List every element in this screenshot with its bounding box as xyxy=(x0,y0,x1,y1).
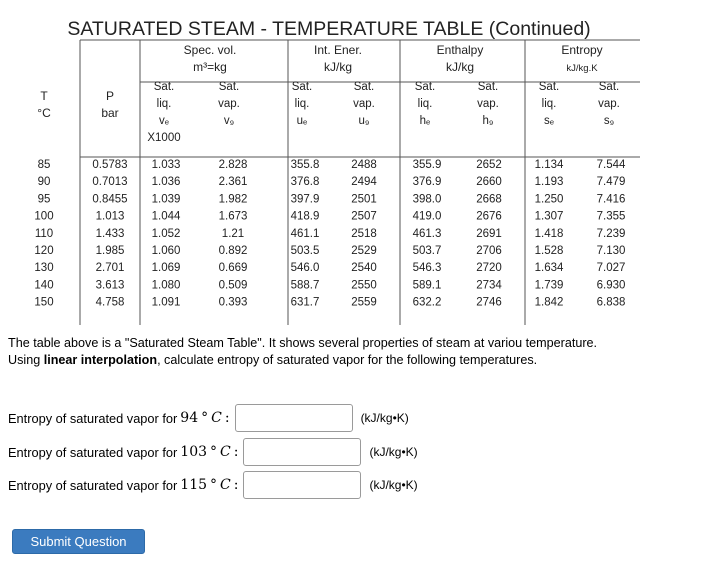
table-cell: 1.739 xyxy=(534,279,564,292)
table-cell: 2.828 xyxy=(218,159,248,171)
sub-header-5-line-1: Sat. xyxy=(414,81,436,93)
table-row xyxy=(38,176,626,188)
table-cell: 7.479 xyxy=(596,176,626,189)
table-row xyxy=(35,228,626,240)
degree-symbol: ° xyxy=(201,410,209,426)
table-cell: 588.7 xyxy=(290,279,320,292)
table-cell: 2.361 xyxy=(218,176,248,189)
question-label: Entropy of saturated vapor for xyxy=(8,444,178,460)
table-cell: 100 xyxy=(34,210,54,223)
table-cell: 0.8455 xyxy=(92,193,128,206)
table-cell: 0.509 xyxy=(218,279,248,292)
table-cell: 1.634 xyxy=(534,262,564,275)
table-cell: 1.044 xyxy=(151,210,181,223)
table-title: SATURATED STEAM - TEMPERATURE TABLE (Continued) xyxy=(67,18,591,40)
temperature-value: 94 xyxy=(180,410,199,426)
sub-header-2-line-1: Sat. xyxy=(218,81,240,93)
table-cell: 0.5783 xyxy=(92,159,128,171)
instructions xyxy=(8,335,720,369)
table-cell: 0.892 xyxy=(218,245,248,257)
sub-header-6-line-1: Sat. xyxy=(477,81,499,93)
table-cell: 1.528 xyxy=(534,245,564,257)
table-cell: 461.1 xyxy=(290,227,320,240)
table-cell: 1.307 xyxy=(534,210,564,223)
celsius-var: C xyxy=(220,444,231,460)
table-cell: 7.027 xyxy=(596,262,626,275)
table-cell: 7.544 xyxy=(596,159,626,171)
sub-header-1-line-2: liq. xyxy=(156,98,172,110)
unit-label: (kJ/kg•K) xyxy=(360,411,409,425)
question-row-103 xyxy=(8,437,418,467)
sub-header-6-line-3: h₉ xyxy=(482,115,494,127)
table-cell: 85 xyxy=(37,159,51,171)
table-cell: 0.393 xyxy=(218,296,248,309)
entropy-94-input[interactable] xyxy=(235,404,353,432)
table-cell: 632.2 xyxy=(412,296,442,309)
table-cell: 1.080 xyxy=(151,279,181,292)
group-unit-enthalpy: kJ/kg xyxy=(445,60,475,74)
table-cell: 1.250 xyxy=(534,193,564,206)
table-cell: 461.3 xyxy=(412,227,442,240)
table-cell: 589.1 xyxy=(412,279,442,292)
temperature-value: 115 xyxy=(180,477,208,493)
table-cell: 2652 xyxy=(476,159,502,171)
question-row-94 xyxy=(8,403,409,433)
table-cell: 376.9 xyxy=(412,176,442,189)
table-cell: 1.013 xyxy=(95,210,125,223)
unit-label: (kJ/kg•K) xyxy=(369,478,418,492)
table-cell: 2501 xyxy=(351,193,377,206)
question-label: Entropy of saturated vapor for xyxy=(8,410,178,426)
sub-header-5-line-2: liq. xyxy=(417,98,433,110)
degree-symbol: ° xyxy=(210,444,218,460)
table-cell: 2660 xyxy=(476,176,502,189)
group-unit-spec-vol: m³=kg xyxy=(193,60,227,74)
table-cell: 503.5 xyxy=(290,245,320,257)
table-cell: 1.060 xyxy=(151,245,181,257)
sub-header-8-line-3: s₉ xyxy=(603,115,615,127)
table-row xyxy=(34,279,625,291)
table-cell: 140 xyxy=(34,279,54,292)
question-label: Entropy of saturated vapor for xyxy=(8,477,178,493)
table-cell: 90 xyxy=(37,176,51,189)
table-cell: 110 xyxy=(34,227,54,240)
sub-header-6-line-2: vap. xyxy=(477,98,499,110)
instructions-line-2 xyxy=(8,352,720,369)
colon: : xyxy=(224,410,230,426)
instructions-suffix: , calculate entropy of saturated vapor for the following temperatures. xyxy=(157,353,538,367)
table-row xyxy=(34,211,625,223)
table-cell: 418.9 xyxy=(290,210,320,223)
table-cell: 2529 xyxy=(351,245,377,257)
table-cell: 2550 xyxy=(351,279,377,292)
sub-header-3-line-2: liq. xyxy=(294,98,310,110)
table-cell: 2746 xyxy=(476,296,502,309)
celsius-var: C xyxy=(211,410,222,426)
sub-header-1-line-3: vₑ xyxy=(158,115,170,127)
table-body xyxy=(34,159,626,309)
table-cell: 2734 xyxy=(476,279,502,292)
sub-header-3-line-3: uₑ xyxy=(296,115,308,127)
celsius-var: C xyxy=(220,477,231,493)
table-cell: 398.0 xyxy=(412,193,442,206)
table-cell: 546.3 xyxy=(412,262,442,275)
sub-header-4-line-2: vap. xyxy=(353,98,375,110)
instructions-line-1: The table above is a "Saturated Steam Table". It shows several properties of steam at variou temperature. xyxy=(8,336,598,350)
table-cell: 0.7013 xyxy=(92,176,128,189)
table-cell: 1.052 xyxy=(151,227,181,240)
table-cell: 1.21 xyxy=(221,227,245,240)
table-cell: 1.982 xyxy=(218,193,248,206)
table-cell: 1.039 xyxy=(151,193,181,206)
group-header-spec-vol: Spec. vol. xyxy=(183,43,237,57)
t-header: T xyxy=(40,89,48,103)
entropy-103-input[interactable] xyxy=(243,438,361,466)
p-header: P xyxy=(105,89,115,103)
table-cell: 2518 xyxy=(351,227,377,240)
sub-header-8-line-1: Sat. xyxy=(598,81,620,93)
sub-header-8-line-2: vap. xyxy=(598,98,620,110)
table-cell: 2540 xyxy=(351,262,377,275)
table-cell: 503.7 xyxy=(412,245,442,257)
sub-header-4-line-1: Sat. xyxy=(353,81,375,93)
table-cell: 1.193 xyxy=(534,176,564,189)
table-cell: 7.239 xyxy=(596,227,626,240)
group-header-entropy: Entropy xyxy=(561,43,603,57)
table-cell: 150 xyxy=(34,296,54,309)
table-cell: 7.416 xyxy=(596,193,626,206)
table-cell: 2.701 xyxy=(95,262,125,275)
instructions-prefix: Using xyxy=(8,353,44,367)
table-cell: 2507 xyxy=(351,210,377,223)
sub-header-1-line-4: X1000 xyxy=(147,132,181,144)
table-row xyxy=(34,262,625,274)
table-cell: 1.673 xyxy=(218,210,248,223)
p-header-unit: bar xyxy=(101,106,119,120)
table-cell: 2668 xyxy=(476,193,502,206)
entropy-115-input[interactable] xyxy=(243,471,361,499)
table-cell: 419.0 xyxy=(412,210,442,223)
table-cell: 2494 xyxy=(351,176,377,189)
table-row xyxy=(38,193,626,205)
sub-header-7-line-2: liq. xyxy=(541,98,557,110)
table-cell: 3.613 xyxy=(95,279,125,292)
group-header-enthalpy: Enthalpy xyxy=(436,43,484,57)
table-cell: 397.9 xyxy=(290,193,320,206)
table-cell: 7.130 xyxy=(596,245,626,257)
instructions-bold: linear interpolation xyxy=(43,353,158,367)
table-cell: 2720 xyxy=(476,262,502,275)
sub-header-4-line-3: u₉ xyxy=(358,115,370,127)
question-row-115 xyxy=(8,470,418,500)
group-unit-int-ener: kJ/kg xyxy=(323,60,353,74)
unit-label: (kJ/kg•K) xyxy=(369,445,418,459)
table-cell: 95 xyxy=(37,193,51,206)
table-cell: 4.758 xyxy=(95,296,125,309)
sub-header-3-line-1: Sat. xyxy=(291,81,313,93)
group-header-int-ener: Int. Ener. xyxy=(313,43,363,57)
t-header-unit: °C xyxy=(37,106,51,120)
table-cell: 1.842 xyxy=(534,296,564,309)
table-cell: 1.433 xyxy=(95,227,125,240)
table-cell: 1.091 xyxy=(151,296,181,309)
table-cell: 2559 xyxy=(351,296,377,309)
table-cell: 1.418 xyxy=(534,227,564,240)
table-cell: 2488 xyxy=(351,159,377,171)
sub-header-2-line-3: v₉ xyxy=(223,115,235,127)
sub-header-7-line-3: sₑ xyxy=(543,115,555,127)
table-row xyxy=(34,297,625,309)
table-row xyxy=(38,159,626,171)
colon: : xyxy=(233,477,239,493)
table-cell: 6.930 xyxy=(596,279,626,292)
temperature-value: 103 xyxy=(180,444,208,460)
table-cell: 355.8 xyxy=(290,159,320,171)
table-cell: 1.036 xyxy=(151,176,181,189)
table-cell: 355.9 xyxy=(412,159,442,171)
table-cell: 631.7 xyxy=(290,296,320,309)
table-cell: 1.069 xyxy=(151,262,181,275)
sub-header-2-line-2: vap. xyxy=(218,98,240,110)
table-cell: 546.0 xyxy=(290,262,320,275)
sub-header-7-line-1: Sat. xyxy=(538,81,560,93)
submit-question-button[interactable]: Submit Question xyxy=(12,529,145,554)
sub-header-5-line-3: hₑ xyxy=(419,115,431,127)
table-cell: 6.838 xyxy=(596,296,626,309)
table-cell: 376.8 xyxy=(290,176,320,189)
sub-headers xyxy=(147,81,620,144)
table-row xyxy=(34,245,625,257)
table-cell: 1.985 xyxy=(95,245,125,257)
degree-symbol: ° xyxy=(210,477,218,493)
table-cell: 2691 xyxy=(476,227,502,240)
table-cell: 120 xyxy=(34,245,54,257)
colon: : xyxy=(233,444,239,460)
table-cell: 2676 xyxy=(476,210,502,223)
table-cell: 1.033 xyxy=(151,159,181,171)
table-cell: 2706 xyxy=(476,245,502,257)
table-cell: 0.669 xyxy=(218,262,248,275)
group-unit-entropy: kJ/kg.K xyxy=(566,63,598,74)
table-cell: 7.355 xyxy=(596,210,626,223)
table-cell: 1.134 xyxy=(534,159,564,171)
table-cell: 130 xyxy=(34,262,54,275)
sub-header-1-line-1: Sat. xyxy=(153,81,175,93)
